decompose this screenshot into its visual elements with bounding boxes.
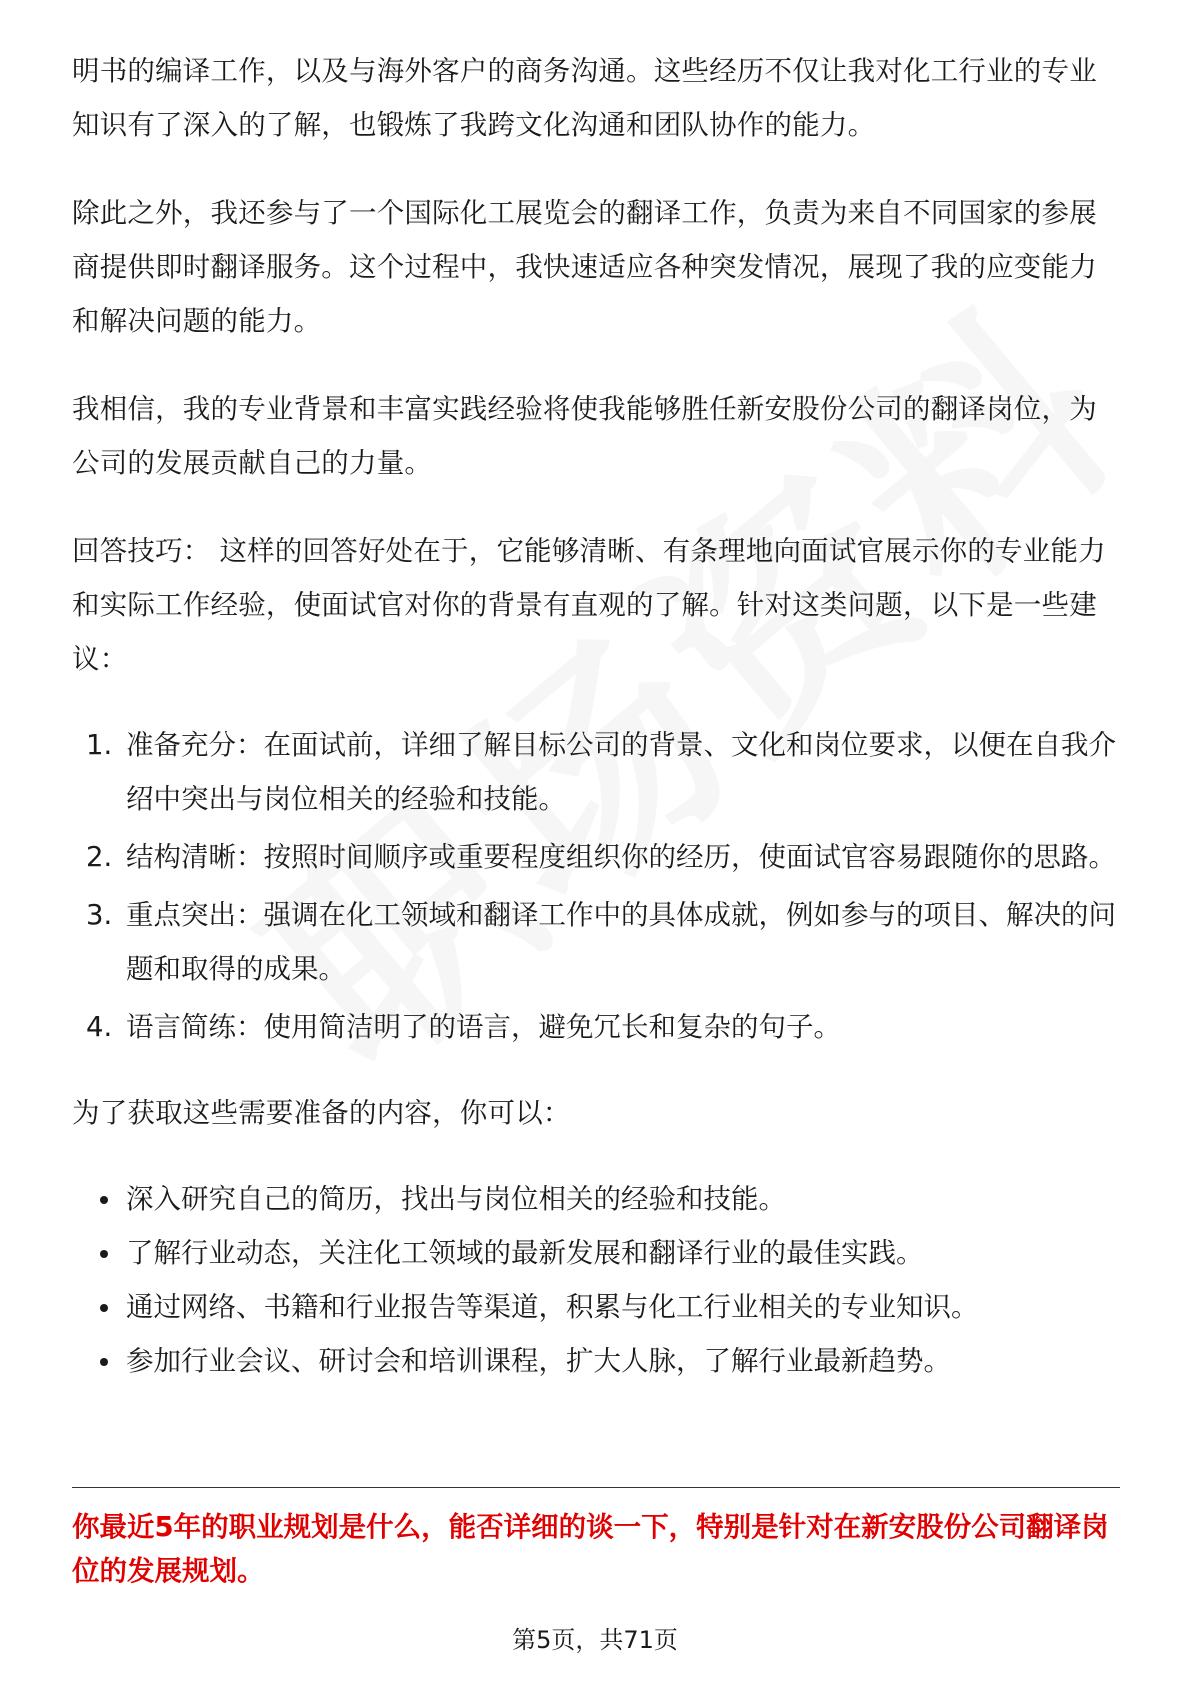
tips-list (72, 718, 1122, 1054)
bullet-dot-icon (100, 1196, 108, 1204)
list-item (72, 1280, 1122, 1334)
list-item-text: 深入研究自己的简历，找出与岗位相关的经验和技能。 (126, 1183, 786, 1215)
bullet-dot-icon (100, 1250, 108, 1258)
list-item (72, 718, 1122, 826)
list-item (72, 1172, 1122, 1226)
bullet-dot-icon (100, 1304, 108, 1312)
list-item-text: 参加行业会议、研讨会和培训课程，扩大人脉，了解行业最新趋势。 (126, 1345, 951, 1377)
list-item-text: 语言简练：使用简洁明了的语言，避免冗长和复杂的句子。 (126, 1011, 841, 1043)
paragraph-conclusion: 我相信，我的专业背景和丰富实践经验将使我能够胜任新安股份公司的翻译岗位，为公司的发展贡献自己的力量。 (72, 393, 1097, 479)
list-item (72, 1226, 1122, 1280)
list-item-text: 准备充分：在面试前，详细了解目标公司的背景、文化和岗位要求，以便在自我介绍中突出与岗位相关的经验和技能。 (126, 729, 1116, 815)
list-item (72, 830, 1122, 884)
list-item (72, 888, 1122, 996)
list-item-text: 重点突出：强调在化工领域和翻译工作中的具体成就，例如参与的项目、解决的问题和取得的成果。 (126, 899, 1116, 985)
bullet-list (72, 1172, 1122, 1388)
list-item-text: 结构清晰：按照时间顺序或重要程度组织你的经历，使面试官容易跟随你的思路。 (126, 841, 1116, 873)
list-number: 1. (86, 729, 113, 761)
list-number: 2. (86, 841, 113, 873)
paragraph-prep-intro: 为了获取这些需要准备的内容，你可以： (72, 1097, 571, 1129)
paragraph-exhibition: 除此之外，我还参与了一个国际化工展览会的翻译工作，负责为来自不同国家的参展商提供即时翻译服务。这个过程中，我快速适应各种突发情况，展现了我的应变能力和解决问题的能力。 (72, 197, 1097, 337)
next-question-heading: 你最近5年的职业规划是什么，能否详细的谈一下，特别是针对在新安股份公司翻译岗位的发展规划。 (72, 1511, 1109, 1587)
list-number: 3. (86, 899, 113, 931)
page-number: 第5页，共71页 (512, 1626, 678, 1654)
list-number: 4. (86, 1011, 113, 1043)
list-item-text: 通过网络、书籍和行业报告等渠道，积累与化工行业相关的专业知识。 (126, 1291, 979, 1323)
list-item (72, 1000, 1122, 1054)
document-body (72, 44, 1122, 1388)
bullet-dot-icon (100, 1358, 108, 1366)
paragraph-answer-tips: 回答技巧： 这样的回答好处在于，它能够清晰、有条理地向面试官展示你的专业能力和实际工作经验，使面试官对你的背景有直观的了解。针对这类问题，以下是一些建议： (72, 535, 1106, 675)
paragraph-experience: 明书的编译工作，以及与海外客户的商务沟通。这些经历不仅让我对化工行业的专业知识有了深入的了解，也锻炼了我跨文化沟通和团队协作的能力。 (72, 55, 1097, 141)
list-item (72, 1334, 1122, 1388)
list-item-text: 了解行业动态，关注化工领域的最新发展和翻译行业的最佳实践。 (126, 1237, 924, 1269)
section-divider (72, 1487, 1120, 1488)
